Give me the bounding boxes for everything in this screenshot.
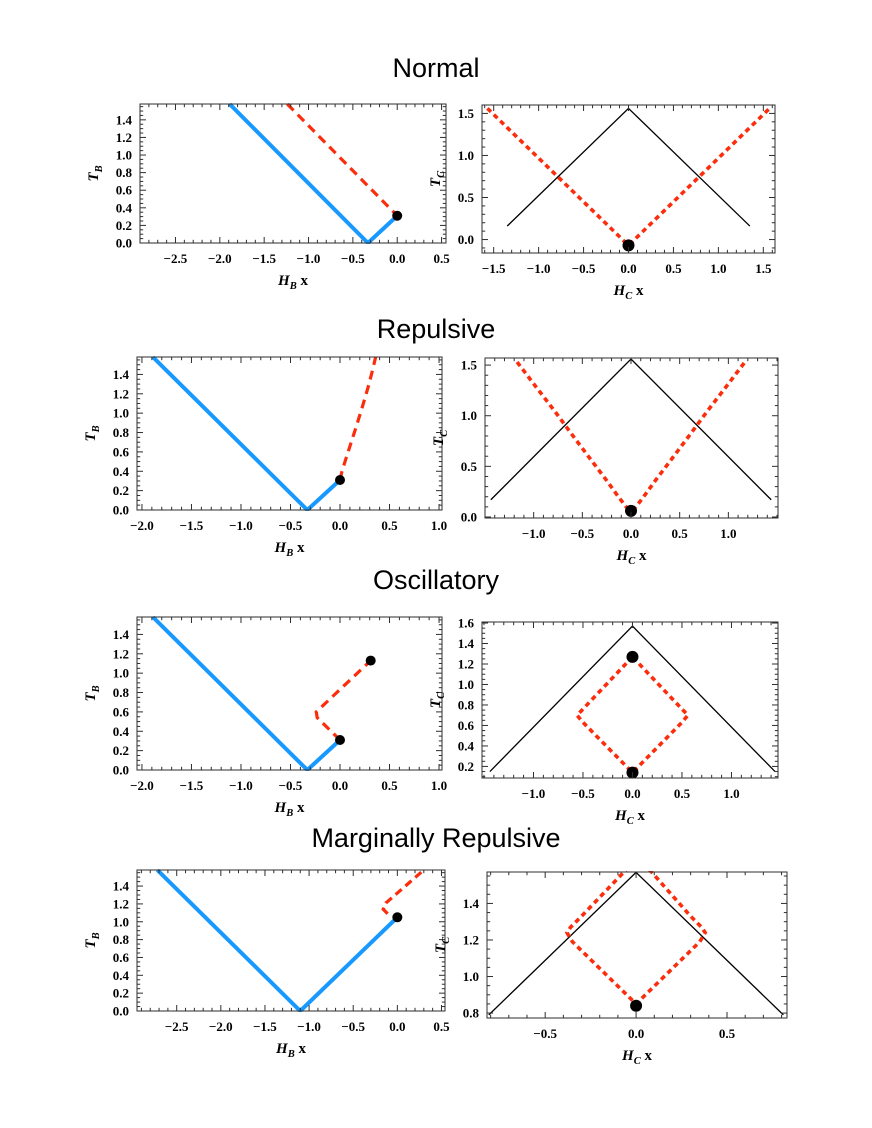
series-red-dashed-loop (577, 657, 688, 773)
y-tick-labels (113, 367, 130, 518)
series-group (153, 617, 371, 770)
x-tick-label: 0.0 (620, 261, 637, 276)
y-tick-label: 0.4 (112, 967, 129, 983)
series-blue-solid-branch (153, 617, 340, 770)
y-tick-label: 1.2 (112, 646, 129, 662)
chart-oscillatory-left (75, 605, 458, 822)
y-tick-label: 1.6 (457, 615, 474, 631)
section-title-oscillatory: Oscillatory (372, 565, 500, 595)
y-tick-label: 0.5 (460, 458, 477, 474)
x-tick-label: −0.5 (278, 778, 303, 793)
y-tick-labels (116, 112, 133, 250)
y-tick-label: 0.0 (112, 762, 129, 778)
series-black-thin-curve (489, 872, 784, 1015)
y-tick-label: 1.2 (115, 129, 132, 145)
plot-frame (140, 104, 446, 243)
y-tick-label: 0.2 (112, 483, 129, 499)
y-tick-labels (458, 616, 475, 774)
x-tick-label: −1.5 (179, 518, 204, 533)
series-black-thin-curve (490, 626, 775, 771)
y-tick-labels (461, 358, 478, 525)
series-group (230, 104, 398, 243)
data-point-dot (392, 912, 402, 922)
x-tick-label: 0.0 (331, 518, 349, 533)
x-tick-label: −0.5 (570, 526, 595, 541)
plot-svg (75, 605, 458, 822)
y-tick-label: 0.2 (112, 743, 129, 759)
series-blue-solid-branch (230, 104, 398, 243)
series-group (153, 357, 376, 510)
y-tick-label: 1.0 (462, 969, 479, 985)
x-tick-label: 0.0 (389, 1019, 406, 1034)
x-tick-label: −1.0 (521, 526, 546, 541)
series-group (157, 870, 424, 1011)
x-tick-label: 0.0 (624, 786, 641, 801)
x-tick-labels (130, 778, 447, 793)
series-group (487, 108, 769, 245)
x-tick-label: 0.0 (627, 1026, 645, 1041)
x-tick-label: −1.0 (296, 251, 321, 266)
y-tick-labels (458, 106, 475, 247)
x-tick-label: −2.0 (130, 778, 154, 793)
series-red-dashed-branch (383, 870, 424, 914)
chart-oscillatory-right (420, 610, 794, 830)
x-tick-label: 0.0 (331, 778, 349, 793)
x-axis-label: $H_C$ x (616, 548, 647, 567)
x-tick-label: 0.5 (673, 786, 691, 801)
series-red-dashed-loop (567, 867, 705, 1004)
plot-svg (75, 858, 461, 1063)
series-red-dashed-branch (316, 661, 370, 740)
y-tick-label: 1.0 (460, 408, 477, 424)
tick-marks (482, 105, 775, 253)
tick-marks (140, 104, 446, 243)
x-tick-label: −1.5 (179, 778, 204, 793)
y-tick-label: 1.4 (115, 112, 132, 128)
y-axis-label: $T_C$ (431, 429, 450, 447)
y-tick-label: 1.2 (112, 896, 129, 912)
x-tick-labels (164, 251, 451, 266)
x-tick-label: 1.0 (430, 518, 448, 533)
x-tick-label: 0.5 (381, 778, 398, 793)
x-axis-label: $H_B$ x (278, 273, 308, 292)
y-tick-labels (113, 879, 130, 1019)
plot-svg (78, 92, 462, 295)
y-tick-label: 0.0 (115, 235, 132, 251)
y-tick-label: 1.4 (457, 636, 474, 652)
y-tick-label: 0.0 (460, 509, 477, 525)
plot-frame (482, 105, 775, 253)
x-axis-label: $H_C$ x (615, 808, 645, 827)
chart-marginally-repulsive-left (75, 858, 461, 1063)
x-tick-label: −0.5 (533, 1026, 558, 1041)
x-tick-label: 0.5 (665, 261, 682, 276)
chart-marginally-repulsive-right (425, 860, 803, 1070)
series-blue-solid-branch (153, 357, 340, 510)
y-tick-label: 0.0 (112, 502, 129, 518)
y-axis-label: $T_B$ (83, 932, 102, 949)
x-tick-label: −1.0 (229, 778, 253, 793)
y-axis-label: $T_C$ (433, 936, 452, 954)
y-tick-label: 1.0 (457, 147, 474, 163)
x-tick-labels (522, 786, 740, 801)
x-tick-label: 0.5 (718, 1026, 736, 1041)
y-tick-label: 0.6 (115, 182, 132, 198)
x-tick-label: 0.5 (381, 518, 398, 533)
y-tick-label: 1.5 (457, 105, 474, 121)
y-tick-label: 1.0 (457, 676, 474, 692)
y-axis-label: $T_C$ (428, 691, 447, 709)
chart-normal-left (78, 92, 462, 295)
y-tick-label: 1.4 (462, 895, 479, 911)
series-red-dashed-branch (340, 357, 376, 480)
section-title-marginally-repulsive: Marginally Repulsive (311, 823, 561, 853)
x-tick-label: 0.5 (433, 1019, 450, 1034)
y-tick-label: 0.0 (112, 1003, 129, 1019)
y-tick-label: 0.2 (112, 985, 129, 1001)
x-axis-label: $H_B$ x (274, 540, 305, 559)
x-tick-label: −2.0 (207, 251, 232, 266)
x-tick-labels (533, 1026, 735, 1041)
chart-normal-right (420, 93, 791, 305)
series-black-thin-curve (507, 108, 750, 226)
y-tick-labels (463, 896, 480, 1021)
y-tick-label: 0.0 (457, 232, 474, 248)
tick-marks (485, 358, 778, 518)
y-tick-label: 1.4 (112, 878, 129, 894)
plot-svg (425, 860, 803, 1070)
x-axis-label: $H_B$ x (274, 800, 305, 819)
y-tick-label: 0.5 (457, 190, 474, 205)
x-tick-label: 1.0 (430, 778, 448, 793)
y-tick-label: 1.4 (112, 626, 129, 642)
series-group (491, 359, 771, 511)
x-tick-label: 0.5 (433, 251, 450, 266)
data-point-dot (335, 735, 345, 745)
x-tick-label: −1.0 (521, 786, 546, 801)
x-tick-label: 0.0 (622, 526, 640, 541)
x-tick-label: −2.0 (209, 1019, 233, 1034)
x-axis-label: $H_B$ x (276, 1041, 306, 1060)
y-tick-label: 1.2 (462, 932, 479, 948)
data-point-dot (630, 1000, 642, 1012)
tick-marks (137, 357, 442, 510)
y-tick-labels (113, 627, 130, 778)
plot-svg (420, 610, 794, 830)
y-tick-label: 0.2 (457, 758, 474, 774)
x-tick-label: −2.5 (164, 1019, 189, 1034)
plot-frame (485, 358, 778, 518)
y-tick-label: 0.4 (115, 200, 132, 216)
y-tick-label: 1.4 (112, 366, 129, 382)
x-tick-label: −1.0 (297, 1019, 321, 1034)
y-tick-label: 0.8 (115, 165, 132, 181)
tick-marks (482, 622, 778, 778)
y-axis-label: $T_C$ (428, 170, 447, 188)
y-tick-label: 0.2 (115, 217, 132, 233)
y-tick-label: 1.0 (112, 405, 129, 421)
plot-svg (420, 93, 791, 305)
x-axis-label: $H_C$ x (622, 1048, 652, 1067)
x-tick-label: −1.5 (252, 251, 277, 266)
section-title-normal: Normal (392, 53, 480, 83)
series-blue-solid-branch (157, 870, 397, 1011)
y-axis-label: $T_B$ (83, 685, 102, 702)
plot-frame (482, 622, 778, 778)
y-tick-label: 0.4 (112, 463, 129, 479)
y-tick-label: 0.8 (112, 425, 129, 441)
y-tick-label: 0.8 (112, 932, 129, 948)
section-title-repulsive: Repulsive (376, 314, 496, 344)
y-tick-label: 1.5 (460, 357, 477, 373)
y-tick-label: 1.2 (112, 386, 129, 402)
x-tick-labels (165, 1019, 450, 1034)
x-tick-label: −1.0 (526, 261, 551, 276)
tick-marks (137, 617, 442, 770)
y-tick-label: 0.6 (457, 717, 474, 733)
x-tick-label: −1.5 (253, 1019, 277, 1034)
data-point-dot (366, 656, 376, 666)
x-tick-label: 0.0 (389, 251, 406, 266)
x-tick-label: 1.0 (723, 786, 740, 801)
data-point-dot (335, 475, 345, 485)
series-group (489, 867, 784, 1015)
data-point-dot (392, 211, 402, 221)
x-tick-label: −0.5 (341, 1019, 366, 1034)
y-tick-label: 0.8 (112, 685, 129, 701)
plot-frame (487, 872, 787, 1018)
x-tick-label: −2.5 (163, 251, 188, 266)
x-tick-label: −0.5 (341, 251, 365, 266)
chart-repulsive-left (75, 345, 458, 562)
x-axis-label: $H_C$ x (613, 283, 644, 302)
y-tick-label: 0.6 (112, 704, 129, 720)
y-tick-label: 1.0 (115, 147, 132, 163)
chart-repulsive-right (423, 346, 794, 570)
y-tick-label: 0.8 (462, 1005, 479, 1021)
x-tick-label: −0.5 (571, 261, 596, 276)
series-group (490, 626, 775, 772)
tick-marks (487, 872, 787, 1018)
series-red-dashed-branch (517, 362, 745, 511)
plot-svg (75, 345, 458, 562)
x-tick-label: 1.0 (710, 261, 727, 276)
x-tick-label: −0.5 (571, 786, 595, 801)
y-tick-label: 0.6 (112, 949, 129, 965)
x-tick-labels (482, 261, 772, 276)
plot-frame (137, 357, 442, 510)
y-axis-label: $T_B$ (83, 425, 102, 442)
plot-frame (137, 617, 442, 770)
x-tick-labels (522, 526, 737, 541)
y-tick-label: 0.4 (112, 723, 129, 739)
y-tick-label: 0.4 (457, 738, 474, 754)
y-axis-label: $T_B$ (86, 165, 105, 182)
x-tick-label: −2.0 (130, 518, 154, 533)
y-tick-label: 0.8 (457, 697, 474, 713)
x-tick-label: −1.5 (481, 261, 506, 276)
x-tick-label: −1.0 (229, 518, 253, 533)
y-tick-label: 1.2 (457, 656, 474, 672)
series-red-dashed-branch (487, 108, 769, 245)
x-tick-label: 1.0 (720, 526, 737, 541)
series-red-dashed-branch (287, 104, 397, 216)
data-point-dot (626, 651, 638, 663)
x-tick-label: 1.5 (755, 261, 772, 276)
y-tick-label: 1.0 (112, 914, 129, 930)
x-tick-label: −0.5 (278, 518, 303, 533)
y-tick-label: 0.6 (112, 444, 129, 460)
x-tick-label: 0.5 (671, 526, 688, 541)
y-tick-label: 1.0 (112, 665, 129, 681)
plot-svg (423, 346, 794, 570)
x-tick-labels (130, 518, 447, 533)
